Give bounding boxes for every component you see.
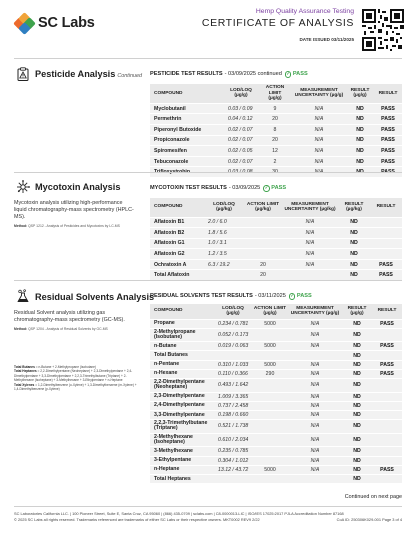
qr-code <box>362 9 404 51</box>
result-value-cell: ND <box>342 447 372 456</box>
solvents-method <box>14 327 136 331</box>
lod-loq-cell: 0.234 / 0.781 <box>214 319 252 328</box>
uncertainty-cell: N/A <box>292 103 346 114</box>
table-row <box>150 474 402 483</box>
lod-loq-cell: 0.052 / 0.173 <box>214 328 252 342</box>
table-row <box>150 249 402 260</box>
solvents-method-text: QSP 1204 - Analysis of Residual Solvents by GC-MS <box>28 327 108 331</box>
compound-cell: 2-Methylhexane (Isoheptane) <box>150 433 214 447</box>
table-row <box>150 351 402 360</box>
action-limit-cell <box>252 401 288 410</box>
uncertainty-cell: N/A <box>288 447 342 456</box>
compound-cell: n-Pentane <box>150 360 214 369</box>
lod-loq-cell: 0.737 / 2.458 <box>214 401 252 410</box>
table-row <box>150 228 402 239</box>
table-row <box>150 156 402 167</box>
column-header: COMPOUND <box>150 304 214 319</box>
note-label: Total Xylenes <box>14 382 35 387</box>
result-status-cell <box>370 217 402 228</box>
lod-loq-cell: 1.8 / 5.6 <box>204 228 244 239</box>
table-row <box>150 433 402 447</box>
uncertainty-cell: N/A <box>288 401 342 410</box>
certificate-title: CERTIFICATE OF ANALYSIS <box>201 17 354 29</box>
result-status-cell: PASS <box>374 146 402 157</box>
result-status-cell: PASS <box>370 270 402 281</box>
result-value-cell: ND <box>342 465 372 474</box>
action-limit-cell: 20 <box>258 135 292 146</box>
pesticide-results-label: PESTICIDE TEST RESULTS <box>150 71 223 78</box>
continued-note: Continued on next page <box>344 494 402 500</box>
action-limit-cell: 5000 <box>252 319 288 328</box>
table-row <box>150 319 402 328</box>
result-value-cell: ND <box>342 433 372 447</box>
lod-loq-cell: 0.02 / 0.07 <box>224 124 258 135</box>
lod-loq-cell: 0.019 / 0.063 <box>214 342 252 351</box>
note-text: = 2,2-Dimethylpentane (Neoheptane) + 2,3-Dimethylpentane + 2,4-Dimethylpentane + 3,3-Dimethylpentane + 2,2,3-Trimethylbutane (Triptane) + 2-Methylhexane (Isoheptane) + 3-Methylhexane + 3-Ethylpentane + n-Heptane <box>14 369 133 383</box>
logo-text: SC Labs <box>38 15 95 31</box>
result-status-cell <box>370 228 402 239</box>
result-status-cell <box>372 379 402 393</box>
lod-loq-cell: 0.304 / 1.012 <box>214 456 252 465</box>
column-header: COMPOUND <box>150 198 204 217</box>
compound-cell: Piperonyl Butoxide <box>150 124 224 135</box>
result-status-cell <box>372 447 402 456</box>
result-value-cell: ND <box>346 156 374 167</box>
solvents-results-date: - 03/11/2025 <box>254 293 286 300</box>
result-status-cell <box>372 433 402 447</box>
mycotoxin-method-text: QSP 1212 - Analysis of Pesticides and Mycotoxins by LC-MS <box>28 224 120 228</box>
action-limit-cell <box>244 228 282 239</box>
action-limit-cell: 12 <box>258 146 292 157</box>
lod-loq-cell: 0.04 / 0.12 <box>224 114 258 125</box>
compound-cell: 2,2,3-Trimethylbutane (Triptane) <box>150 420 214 434</box>
table-row <box>150 217 402 228</box>
uncertainty-cell: N/A <box>288 319 342 328</box>
footer-coa-id: CoA ID: 250306K029-001 Page 3 of 4 <box>336 517 402 522</box>
solvents-totals-notes <box>14 365 138 391</box>
uncertainty-cell: N/A <box>292 135 346 146</box>
compound-cell: 3,3-Dimethylpentane <box>150 411 214 420</box>
uncertainty-cell: N/A <box>292 124 346 135</box>
column-header: LOD/LOQ (µg/g) <box>224 84 258 103</box>
action-limit-cell <box>252 351 288 360</box>
uncertainty-cell: N/A <box>288 456 342 465</box>
solvents-method-label: Method: <box>14 327 28 331</box>
note-label: Total Heptanes <box>14 369 37 374</box>
mycotoxin-section-title: Mycotoxin Analysis <box>35 182 121 192</box>
action-limit-cell <box>252 474 288 483</box>
date-issued: DATE ISSUED 03/11/2025 <box>299 37 354 42</box>
result-value-cell: ND <box>338 228 370 239</box>
action-limit-cell <box>252 411 288 420</box>
result-status-cell <box>372 420 402 434</box>
column-header: LOD/LOQ (µg/kg) <box>204 198 244 217</box>
table-row <box>150 146 402 157</box>
action-limit-cell: 5000 <box>252 465 288 474</box>
result-value-cell: ND <box>342 342 372 351</box>
result-value-cell: ND <box>342 379 372 393</box>
lod-loq-cell: 1.009 / 3.365 <box>214 392 252 401</box>
compound-cell: Ochratoxin A <box>150 259 204 270</box>
compound-cell: Total Butanes <box>150 351 214 360</box>
pesticide-title-suffix: Continued <box>117 73 142 79</box>
result-status-cell: PASS <box>374 124 402 135</box>
action-limit-cell <box>252 447 288 456</box>
lod-loq-cell <box>214 474 252 483</box>
section-divider <box>14 280 402 281</box>
lod-loq-cell: 0.493 / 1.642 <box>214 379 252 393</box>
result-value-cell: ND <box>346 114 374 125</box>
result-value-cell: ND <box>342 456 372 465</box>
table-row <box>150 114 402 125</box>
result-status-cell: PASS <box>374 114 402 125</box>
uncertainty-cell: N/A <box>288 420 342 434</box>
table-row <box>150 456 402 465</box>
result-value-cell: ND <box>342 369 372 378</box>
result-value-cell: ND <box>342 360 372 369</box>
lod-loq-cell: 0.03 / 0.09 <box>224 103 258 114</box>
column-header: RESULT (µg/g) <box>346 84 374 103</box>
uncertainty-cell: N/A <box>292 114 346 125</box>
result-value-cell: ND <box>342 351 372 360</box>
note-text: = n-Butane + 2-Methylpropane (Isobutane) <box>34 365 96 369</box>
mycotoxin-description: Mycotoxin analysis utilizing high-performance liquid chromatography-mass spectrometry (HPLC-MS). <box>14 200 134 220</box>
lod-loq-cell: 0.02 / 0.05 <box>224 146 258 157</box>
mycotoxin-status: PASS <box>271 185 287 192</box>
mycotoxin-method <box>14 224 136 228</box>
result-value-cell: ND <box>342 392 372 401</box>
action-limit-cell: 8 <box>258 124 292 135</box>
action-limit-cell <box>252 456 288 465</box>
compound-cell: 3-Methylhexane <box>150 447 214 456</box>
solvents-status: PASS <box>296 293 312 300</box>
table-row <box>150 103 402 114</box>
section-divider <box>14 172 402 173</box>
column-header: ACTION LIMIT (µg/kg) <box>244 198 282 217</box>
page-header <box>0 0 416 58</box>
table-row <box>150 465 402 474</box>
compound-cell: Total Aflatoxin <box>150 270 204 281</box>
uncertainty-cell: N/A <box>282 238 338 249</box>
uncertainty-cell: N/A <box>288 392 342 401</box>
uncertainty-cell: N/A <box>288 411 342 420</box>
solvents-results-table <box>150 304 402 484</box>
uncertainty-cell: N/A <box>292 156 346 167</box>
action-limit-cell <box>244 217 282 228</box>
note-total-heptanes <box>14 369 138 382</box>
result-value-cell: ND <box>338 259 370 270</box>
result-value-cell: ND <box>346 135 374 146</box>
header-subtitle: Hemp Quality Assurance Testing <box>255 8 354 15</box>
header-divider <box>14 58 402 59</box>
action-limit-cell <box>252 433 288 447</box>
lod-loq-cell <box>214 351 252 360</box>
sc-labs-logo <box>14 13 95 33</box>
result-value-cell: ND <box>342 420 372 434</box>
pass-check-icon: ✓ <box>264 185 269 191</box>
column-header: RESULT <box>370 198 402 217</box>
pesticide-title-text: Pesticide Analysis <box>35 69 116 79</box>
uncertainty-cell: N/A <box>282 228 338 239</box>
uncertainty-cell: N/A <box>288 342 342 351</box>
compound-cell: 2,3-Dimethylpentane <box>150 392 214 401</box>
action-limit-cell <box>244 238 282 249</box>
lod-loq-cell: 2.0 / 6.0 <box>204 217 244 228</box>
footer-address: SC Laboratories California LLC. | 100 Pioneer Street, Suite E, Santa Cruz, CA 95060 | (866) 435-0709 | sclabs.com | C8-0000013-LIC | ISO/IES 17025:2017 PJLA Accreditation Number 87168 <box>14 511 344 516</box>
result-status-cell <box>372 351 402 360</box>
action-limit-cell <box>252 379 288 393</box>
table-row <box>150 411 402 420</box>
compound-cell: Propane <box>150 319 214 328</box>
action-limit-cell: 290 <box>252 369 288 378</box>
uncertainty-cell: N/A <box>282 259 338 270</box>
page-footer <box>14 511 402 523</box>
result-status-cell <box>370 249 402 260</box>
compound-cell: n-Heptane <box>150 465 214 474</box>
result-status-cell: PASS <box>372 319 402 328</box>
table-row <box>150 270 402 281</box>
result-value-cell: ND <box>342 401 372 410</box>
uncertainty-cell: N/A <box>282 217 338 228</box>
table-row <box>150 360 402 369</box>
column-header: ACTION LIMIT (µg/g) <box>252 304 288 319</box>
uncertainty-cell: N/A <box>288 433 342 447</box>
compound-cell: 2,2-Dimethylpentane (Neoheptane) <box>150 379 214 393</box>
table-row <box>150 342 402 351</box>
footer-divider <box>14 506 402 507</box>
compound-cell: Tebuconazole <box>150 156 224 167</box>
compound-cell: Aflatoxin G1 <box>150 238 204 249</box>
result-status-cell <box>372 456 402 465</box>
uncertainty-cell <box>282 270 338 281</box>
uncertainty-cell <box>288 474 342 483</box>
result-value-cell: ND <box>342 474 372 483</box>
pesticide-results-table <box>150 84 402 178</box>
lod-loq-cell: 0.110 / 0.366 <box>214 369 252 378</box>
uncertainty-cell: N/A <box>288 379 342 393</box>
compound-cell: Aflatoxin B1 <box>150 217 204 228</box>
result-status-cell <box>370 238 402 249</box>
column-header: MEASUREMENT UNCERTAINTY (µg/kg) <box>282 198 338 217</box>
solvents-results-title <box>150 293 312 300</box>
compound-cell: Total Heptanes <box>150 474 214 483</box>
solvents-description: Residual Solvent analysis utilizing gas chromatography-mass spectrometry (GC-MS). <box>14 310 125 323</box>
action-limit-cell <box>244 249 282 260</box>
lod-loq-cell: 0.610 / 2.034 <box>214 433 252 447</box>
mycotoxin-results-date: - 03/09/2025 <box>228 185 261 192</box>
compound-cell: 3-Ethylpentane <box>150 456 214 465</box>
action-limit-cell <box>252 392 288 401</box>
compound-cell: n-Hexane <box>150 369 214 378</box>
note-total-xylenes <box>14 383 138 392</box>
result-value-cell: ND <box>338 270 370 281</box>
result-status-cell <box>372 411 402 420</box>
result-value-cell: ND <box>338 249 370 260</box>
result-status-cell <box>372 474 402 483</box>
pass-check-icon: ✓ <box>286 71 290 77</box>
table-row <box>150 328 402 342</box>
result-value-cell: ND <box>342 411 372 420</box>
table-row <box>150 135 402 146</box>
result-status-cell: PASS <box>372 360 402 369</box>
lod-loq-cell: 0.235 / 0.785 <box>214 447 252 456</box>
compound-cell: Aflatoxin G2 <box>150 249 204 260</box>
lod-loq-cell: 13.12 / 43.72 <box>214 465 252 474</box>
result-value-cell: ND <box>338 217 370 228</box>
uncertainty-cell: N/A <box>292 146 346 157</box>
note-label: Total Butanes <box>14 365 35 369</box>
lod-loq-cell: 1.0 / 3.1 <box>204 238 244 249</box>
result-status-cell <box>372 401 402 410</box>
result-value-cell: ND <box>346 124 374 135</box>
compound-cell: Permethrin <box>150 114 224 125</box>
mycotoxin-results-title <box>150 185 286 192</box>
compound-cell: 2-Methylpropane (Isobutane) <box>150 328 214 342</box>
mycotoxin-results-label: MYCOTOXIN TEST RESULTS <box>150 185 227 192</box>
lod-loq-cell: 0.198 / 0.660 <box>214 411 252 420</box>
action-limit-cell: 20 <box>258 114 292 125</box>
pesticide-results-title <box>150 71 308 78</box>
column-header: RESULT <box>372 304 402 319</box>
column-header: MEASUREMENT UNCERTAINTY (µg/g) <box>288 304 342 319</box>
compound-cell: n-Butane <box>150 342 214 351</box>
action-limit-cell: 2 <box>258 156 292 167</box>
result-status-cell: PASS <box>374 135 402 146</box>
lod-loq-cell: 0.02 / 0.07 <box>224 156 258 167</box>
compound-cell: 2,4-Dimethylpentane <box>150 401 214 410</box>
compound-cell: Propiconazole <box>150 135 224 146</box>
result-status-cell: PASS <box>372 465 402 474</box>
lod-loq-cell: 0.310 / 1.033 <box>214 360 252 369</box>
result-value-cell: ND <box>342 319 372 328</box>
compound-cell: Myclobutanil <box>150 103 224 114</box>
action-limit-cell: 5000 <box>252 342 288 351</box>
column-header: LOD/LOQ (µg/g) <box>214 304 252 319</box>
table-row <box>150 401 402 410</box>
result-value-cell: ND <box>342 328 372 342</box>
table-row <box>150 379 402 393</box>
lod-loq-cell: 1.2 / 3.5 <box>204 249 244 260</box>
action-limit-cell <box>252 420 288 434</box>
clipboard-icon <box>16 67 30 81</box>
action-limit-cell: 9 <box>258 103 292 114</box>
uncertainty-cell: N/A <box>288 465 342 474</box>
mycotoxin-method-label: Method: <box>14 224 28 228</box>
pesticide-results-date: - 03/09/2025 continued <box>224 71 282 78</box>
note-text: = 1,2-Dimethylbenzene (o-Xylene) + 1,3-Dimethylbenzene (m-Xylene) + 1,4-Dimethylbenzene (p-Xylene) <box>14 382 137 392</box>
pass-check-icon: ✓ <box>290 293 295 299</box>
table-row <box>150 124 402 135</box>
table-row <box>150 447 402 456</box>
result-value-cell: ND <box>346 146 374 157</box>
footer-copyright: © 2025 SC Labs all rights reserved. Trademarks referenced are trademarks of either SC Labs or their respective owners. MKT0002 REV9 2/22 <box>14 517 260 522</box>
uncertainty-cell: N/A <box>288 369 342 378</box>
uncertainty-cell <box>288 351 342 360</box>
logo-mark-icon <box>14 13 34 33</box>
result-status-cell: PASS <box>374 156 402 167</box>
column-header: RESULT <box>374 84 402 103</box>
table-row <box>150 369 402 378</box>
table-row <box>150 392 402 401</box>
lod-loq-cell: 0.02 / 0.07 <box>224 135 258 146</box>
uncertainty-cell: N/A <box>282 249 338 260</box>
uncertainty-cell: N/A <box>288 360 342 369</box>
compound-cell: Spiromesifen <box>150 146 224 157</box>
solvents-section-title: Residual Solvents Analysis <box>35 292 155 302</box>
lod-loq-cell: 6.3 / 19.2 <box>204 259 244 270</box>
result-status-cell <box>372 328 402 342</box>
table-row <box>150 238 402 249</box>
column-header: RESULT (µg/kg) <box>338 198 370 217</box>
compound-cell: Aflatoxin B2 <box>150 228 204 239</box>
uncertainty-cell: N/A <box>288 328 342 342</box>
lod-loq-cell: 0.521 / 1.738 <box>214 420 252 434</box>
column-header: RESULT (µg/g) <box>342 304 372 319</box>
solvents-results-label: RESIDUAL SOLVENTS TEST RESULTS <box>150 293 253 300</box>
table-row <box>150 259 402 270</box>
result-status-cell: PASS <box>372 342 402 351</box>
mycotoxin-icon <box>16 180 30 194</box>
result-status-cell: PASS <box>372 369 402 378</box>
flask-icon <box>16 289 30 303</box>
pesticide-section-title <box>35 69 142 79</box>
action-limit-cell: 20 <box>244 259 282 270</box>
result-status-cell <box>372 392 402 401</box>
action-limit-cell: 20 <box>244 270 282 281</box>
result-status-cell: PASS <box>370 259 402 270</box>
mycotoxin-results-table <box>150 198 402 281</box>
lod-loq-cell <box>204 270 244 281</box>
result-value-cell: ND <box>346 103 374 114</box>
result-value-cell: ND <box>338 238 370 249</box>
table-row <box>150 420 402 434</box>
column-header: MEASUREMENT UNCERTAINTY (µg/g) <box>292 84 346 103</box>
action-limit-cell: 5000 <box>252 360 288 369</box>
column-header: COMPOUND <box>150 84 224 103</box>
column-header: ACTION LIMIT (µg/g) <box>258 84 292 103</box>
result-status-cell: PASS <box>374 103 402 114</box>
action-limit-cell <box>252 328 288 342</box>
pesticide-status: PASS <box>292 71 308 78</box>
